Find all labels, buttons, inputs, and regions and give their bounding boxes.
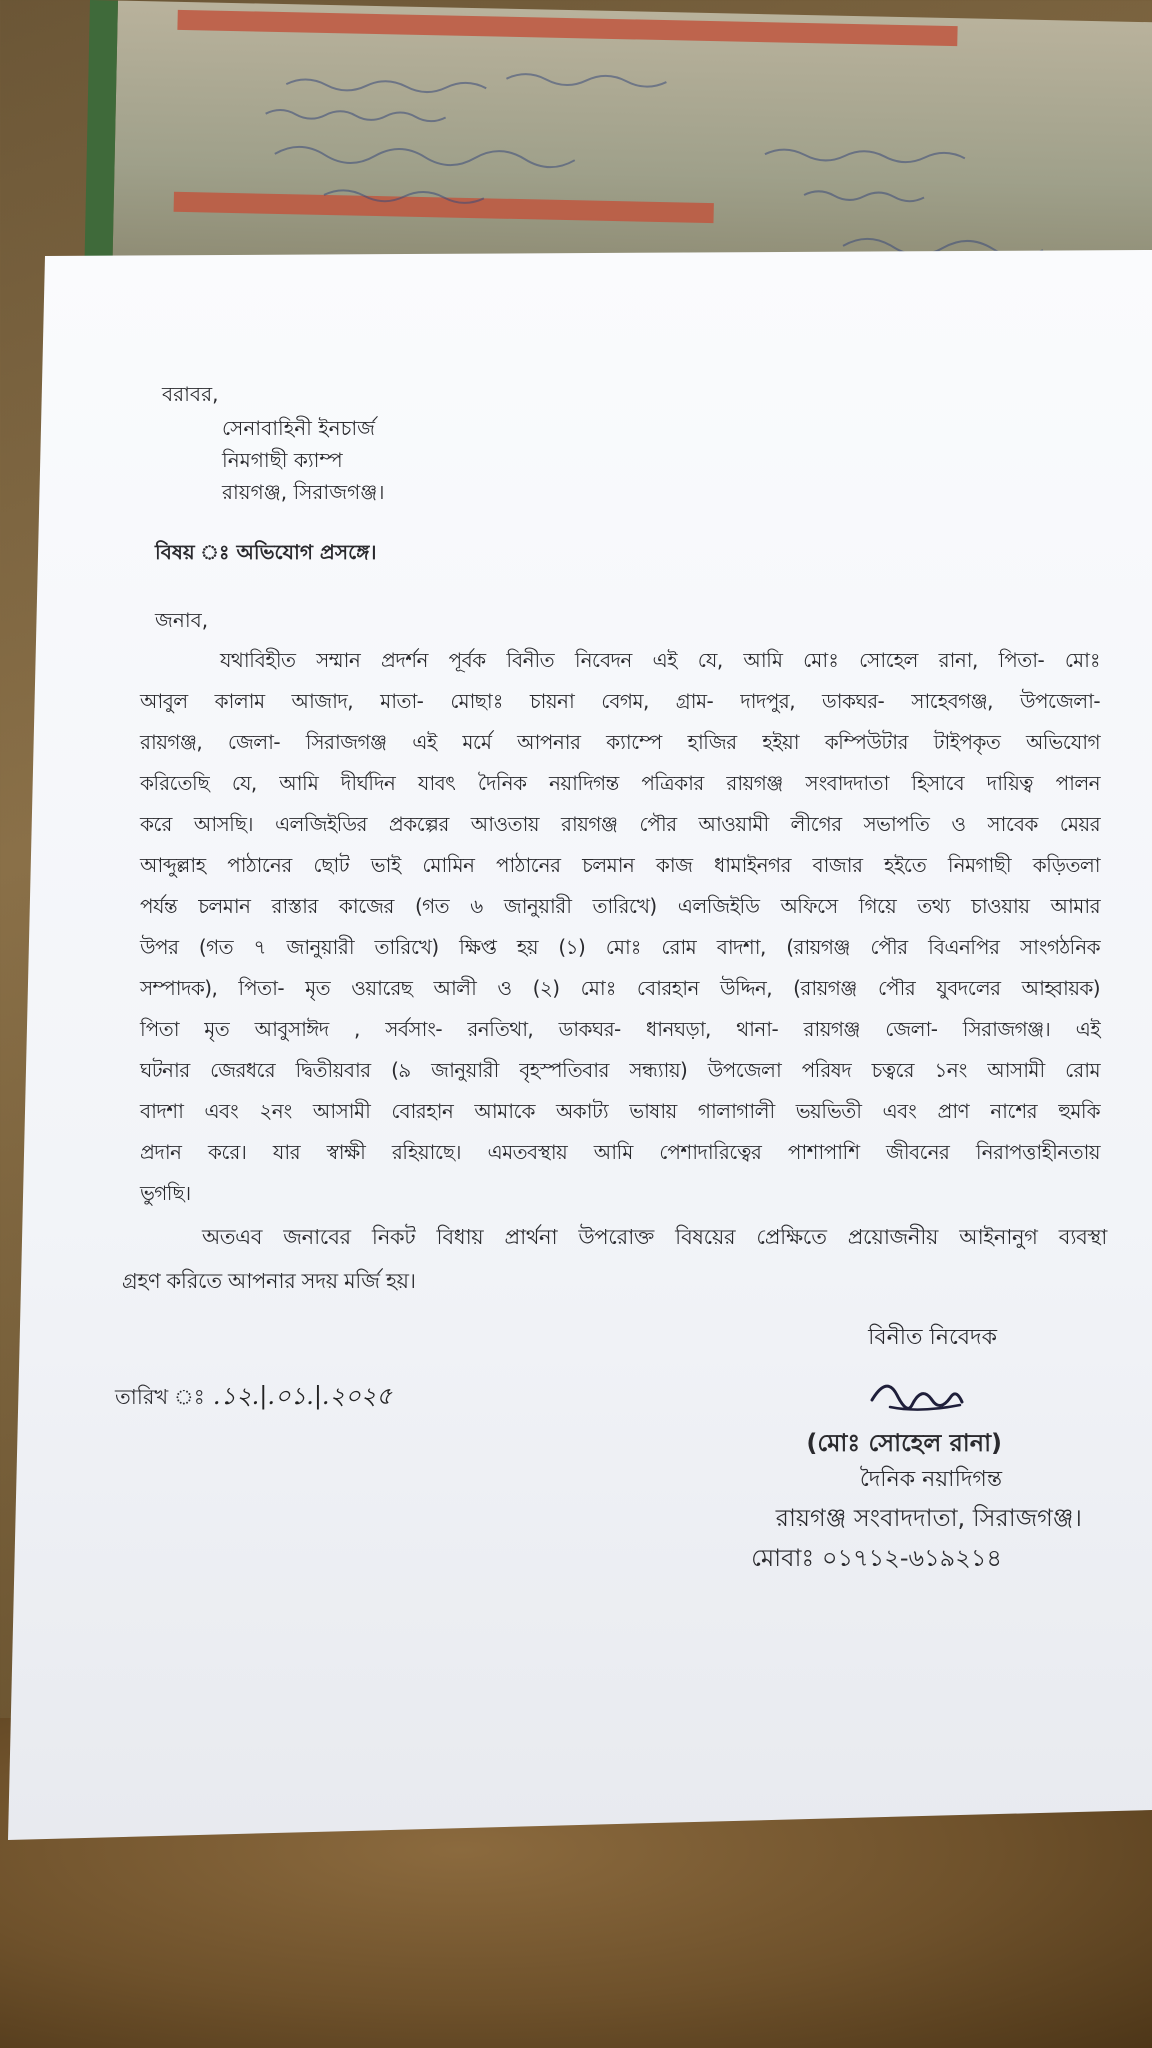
signer-name: (মোঃ সোহেল রানা) — [806, 1429, 1002, 1457]
body-line: পর্যন্ত চলমান রাস্তার কাজের (গত ৬ জানুয়ারী তারিখে) এলজিইডি অফিসে গিয়ে তথ্য চাওয়ায় আমার — [140, 894, 1100, 918]
background-poster — [84, 0, 1152, 293]
subject-line: বিষয় ঃ অভিযোগ প্রসঙ্গে। — [155, 540, 377, 564]
date-value: .১২.|.০১.|.২০২৫ — [212, 1382, 392, 1410]
closing-line: অতএব জনাবের নিকট বিধায় প্রার্থনা উপরোক্ত বিষয়ের প্রেক্ষিতে প্রয়োজনীয় আইনানুগ ব্যবস্থা — [202, 1225, 1107, 1249]
poster-red-stripe — [177, 10, 957, 46]
body-line: বাদশা এবং ২নং আসামী বোরহান আমাকে অকাট্য ভাষায় গালাগালী ভয়ভিতী এবং প্রাণ নাশের হুমকি — [140, 1099, 1100, 1123]
recipient-line: নিমগাছী ক্যাম্প — [222, 448, 343, 472]
body-line: করিতেছি যে, আমি দীর্ঘদিন যাবৎ দৈনিক নয়াদিগন্ত পত্রিকার রায়গঞ্জ সংবাদদাতা হিসাবে দায়িত্ব পালন — [140, 771, 1100, 795]
body-line: যথাবিহীত সম্মান প্রদর্শন পূর্বক বিনীত নিবেদন এই যে, আমি মোঃ সোহেল রানা, পিতা- মোঃ — [220, 648, 1100, 672]
handwritten-signature — [862, 1365, 972, 1415]
signer-role: রায়গঞ্জ সংবাদদাতা, সিরাজগঞ্জ। — [775, 1504, 1082, 1532]
body-line: করে আসছি। এলজিইডির প্রকল্পের আওতায় রায়গঞ্জ পৌর আওয়ামী লীগের সভাপতি ও সাবেক মেয়র — [140, 812, 1100, 836]
body-line: সম্পাদক), পিতা- মৃত ওয়ারেছ আলী ও (২) মোঃ বোরহান উদ্দিন, (রায়গঞ্জ পৌর যুবদলের আহ্বায়ক) — [140, 976, 1100, 1000]
body-line: আব্দুল্লাহ পাঠানের ছোট ভাই মোমিন পাঠানের চলমান কাজ ধামাইনগর বাজার হইতে নিমগাছী কড়িতলা — [140, 853, 1100, 877]
body-line: পিতা মৃত আবুসাঈদ , সর্বসাং- রনতিথা, ডাকঘর- ধানঘড়া, থানা- রায়গঞ্জ জেলা- সিরাজগঞ্জ। এই — [140, 1017, 1100, 1041]
recipient-line: সেনাবাহিনী ইনচার্জ — [222, 416, 376, 440]
body-line: রায়গঞ্জ, জেলা- সিরাজগঞ্জ এই মর্মে আপনার ক্যাম্পে হাজির হইয়া কম্পিউটার টাইপকৃত অভিযোগ — [140, 730, 1100, 754]
body-line: আবুল কালাম আজাদ, মাতা- মোছাঃ চায়না বেগম, গ্রাম- দাদপুর, ডাকঘর- সাহেবগঞ্জ, উপজেলা- — [140, 689, 1100, 713]
sign-off: বিনীত নিবেদক — [868, 1325, 997, 1350]
closing-paragraph — [122, 1215, 1107, 1303]
body-line: ঘটনার জেরধরে দ্বিতীয়বার (৯ জানুয়ারী বৃহস্পতিবার সন্ধ্যায়) উপজেলা পরিষদ চত্বরে ১নং আসামী রোম — [140, 1058, 1100, 1082]
signer-organization: দৈনিক নয়াদিগন্ত — [859, 1467, 1002, 1492]
greeting: জনাব, — [155, 608, 209, 632]
closing-line: গ্রহণ করিতে আপনার সদয় মর্জি হয়। — [122, 1269, 416, 1293]
body-line: উপর (গত ৭ জানুয়ারী তারিখে) ক্ষিপ্ত হয় (১) মোঃ রোম বাদশা, (রায়গঞ্জ পৌর বিএনপির সাংগঠনিক — [140, 935, 1100, 959]
body-line: ভুগছি। — [140, 1181, 191, 1205]
letter-body — [140, 640, 1100, 1214]
signer-mobile: মোবাঃ ০১৭১২-৬১৯২১৪ — [751, 1544, 1002, 1572]
body-line: প্রদান করে। যার স্বাক্ষী রহিয়াছে। এমতবস্থায় আমি পেশাদারিত্বের পাশাপাশি জীবনের নিরাপত্তাহীনতায় — [140, 1140, 1100, 1164]
date-label: তারিখ ঃ — [115, 1385, 205, 1409]
salutation: বরাবর, — [162, 382, 219, 406]
date-line — [115, 1378, 392, 1418]
recipient-line: রায়গঞ্জ, সিরাজগঞ্জ। — [222, 480, 385, 504]
poster-handwriting — [203, 42, 1152, 283]
